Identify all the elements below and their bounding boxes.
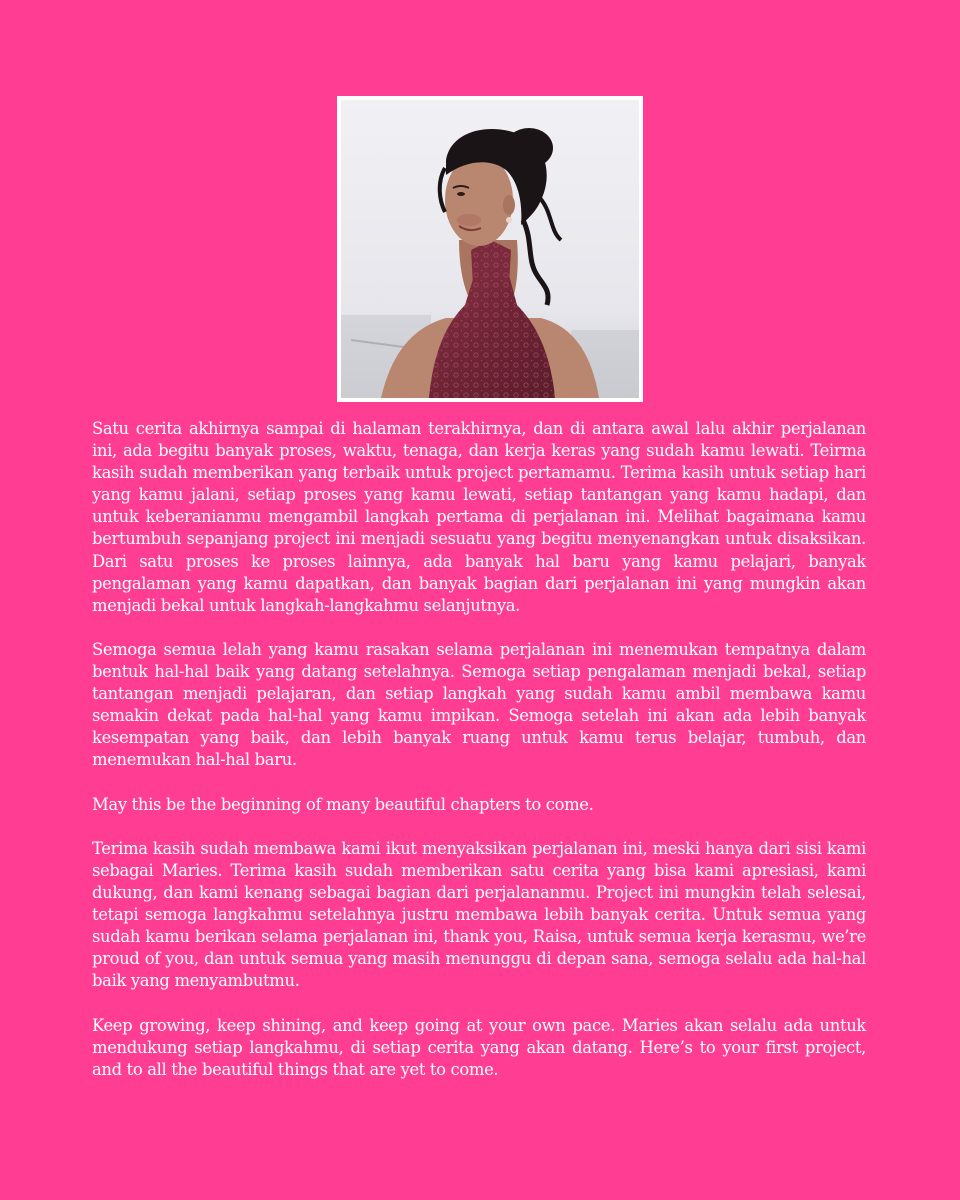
portrait-illustration xyxy=(341,100,639,398)
paragraph-closing: Keep growing, keep shining, and keep going at your own pace. Maries akan selalu ada untuk mendukung setiap langkahmu, di setiap cerita yang akan datang. Here’s to your first project, and to all the beautiful things that are yet to come. xyxy=(92,1015,866,1079)
paragraph-thanks: Terima kasih sudah membawa kami ikut menyaksikan perjalanan ini, meski hanya dari sisi kami sebagai Maries. Terima kasih sudah memberikan satu cerita yang bisa kami apresiasi, kami dukung, dan kami kenang sebagai bagian dari perjalananmu. Project ini mungkin telah selesai, tetapi semoga langkahmu setelahnya justru membawa lebih banyak cerita. Untuk semua yang sudah kamu berikan selama perjalanan ini, thank you, Raisa, untuk semua kerja kerasmu, we’re proud of you, dan untuk semua yang masih menunggu di depan sana, semoga selalu ada hal-hal baik yang menyambutmu. xyxy=(92,838,866,991)
paragraph-beginning: May this be the beginning of many beautiful chapters to come. xyxy=(92,794,594,814)
portrait-photo xyxy=(337,96,643,402)
paragraph-intro: Satu cerita akhirnya sampai di halaman terakhirnya, dan di antara awal lalu akhir perjalanan ini, ada begitu banyak proses, waktu, tenaga, dan kerja keras yang sudah kamu lewati. Teirma kasih sudah memberikan yang terbaik untuk project pertamamu. Terima kasih untuk setiap hari yang kamu jalani, setiap proses yang kamu lewati, setiap tantangan yang kamu hadapi, dan untuk keberanianmu mengambil langkah pertama di perjalanan ini. Melihat bagaimana kamu bertumbuh sepanjang project ini menjadi sesuatu yang begitu menyenangkan untuk disaksikan. Dari satu proses ke proses lainnya, ada banyak hal baru yang kamu pelajari, banyak pengalaman yang kamu dapatkan, dan banyak bagian dari perjalanan ini yang mungkin akan menjadi bekal untuk langkah-langkahmu selanjutnya. xyxy=(92,419,866,615)
paragraph-wishes: Semoga semua lelah yang kamu rasakan selama perjalanan ini menemukan tempatnya dalam bentuk hal-hal baik yang datang setelahnya. Semoga setiap pengalaman menjadi bekal, setiap tantangan menjadi pelajaran, dan setiap langkah yang sudah kamu ambil membawa kamu semakin dekat pada hal-hal yang kamu impikan. Semoga setelah ini akan ada lebih banyak kesempatan yang baik, dan lebih banyak ruang untuk kamu terus belajar, tumbuh, dan menemukan hal-hal baru. xyxy=(92,639,866,770)
letter-body xyxy=(92,418,866,1103)
